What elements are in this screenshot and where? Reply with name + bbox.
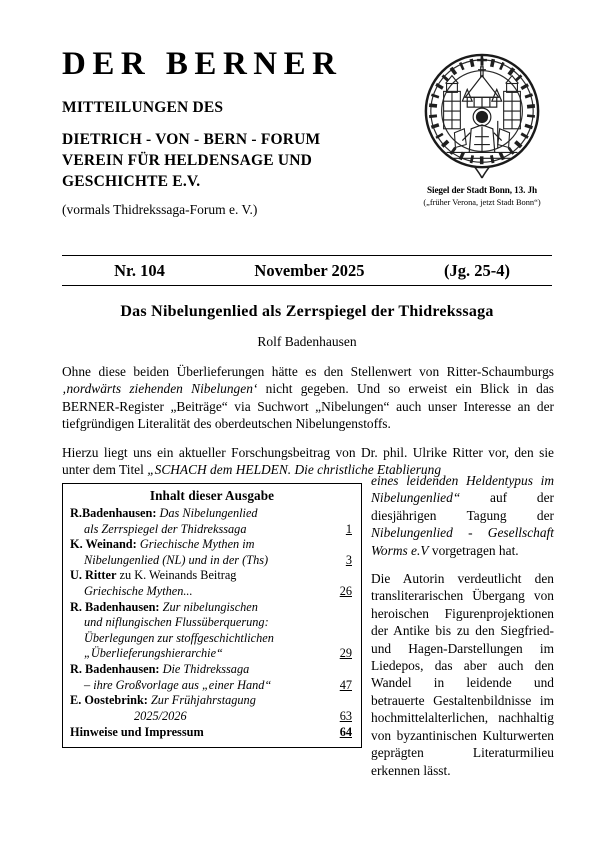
lead-p2-part-a: Hierzu liegt uns ein aktueller Forschungsbeitrag von Dr. phil. Ulrike Ritter vor, den sie unter dem Titel [62,444,554,478]
toc-page-number[interactable]: 29 [339,646,352,661]
toc-entry-line: „Überlieferungshierarchie“ [84,646,223,661]
lead-p1-part-b: nicht gegeben. Und so erweist ein Blick in das BERNER-Register „Beiträge“ via Suchwort „Nibelungen“ auch unser Interesse an der tiefgründigen Literalität des oberdeutschen Nibelungenstoffs. [62,381,554,432]
toc-entry-line: 2025/2026 [134,708,187,723]
toc-author: U. Ritter [70,568,117,583]
toc-title: Zur Frühjahrstagung [147,693,256,708]
seal-caption-sub: („früher Verona, jetzt Stadt Bonn“) [423,198,541,207]
city-seal-icon [419,50,545,180]
toc-page-number[interactable]: 63 [339,708,352,723]
right-p1-italic-2: Nibelungenlied - Gesellschaft Worms e.V [371,525,554,558]
toc-entry[interactable] [70,568,354,599]
toc-author: K. Weinand: [70,537,137,552]
lead-paragraph-1 [62,363,554,433]
toc-entry[interactable] [70,662,354,693]
toc-author: E. Oostebrink: [70,693,148,708]
toc-entry[interactable] [70,693,354,724]
article-author: Rolf Badenhausen [257,334,357,349]
right-p1-part-b: vorgetragen hat. [428,542,519,558]
issue-rule-top [62,255,552,256]
masthead-line-3: VEREIN FÜR HELDENSAGE UND [62,152,313,169]
toc-entry-line: als Zerrspiegel der Thidrekssaga [84,521,247,536]
lead-p1-italic: ‚nordwärts ziehenden Nibelungen‘ [62,381,258,397]
toc-author: R.Badenhausen: [70,506,157,520]
masthead-line-4: GESCHICHTE E.V. [62,173,201,190]
toc-entry-line: – ihre Großvorlage aus „einer Hand“ [84,677,272,692]
toc-page-number[interactable]: 64 [339,725,352,740]
toc-entry-impressum[interactable] [70,725,354,741]
toc-author: R. Badenhausen: [70,599,160,614]
right-paragraph-1 [371,472,554,559]
lead-text [62,363,554,478]
toc-entry-line [70,537,324,553]
toc-title: zu K. Weinands Beitrag [116,568,237,583]
toc-title: Die Thidrekssaga [159,661,250,676]
toc-heading: Inhalt dieser Ausgabe [149,488,275,503]
right-p1-part-a: auf der diesjährigen Tagung der [371,490,554,523]
toc-entry[interactable] [70,600,354,662]
toc-page-number[interactable]: 47 [339,677,352,692]
toc-entry-line: Griechische Mythen... [84,583,193,598]
toc-entry-line: Überlegungen zur stoffgeschichtlichen [84,630,274,645]
toc-entry-line [70,693,324,709]
toc-entry-line [70,568,324,584]
masthead-former-name: (vormals Thidrekssaga-Forum e. V.) [62,202,258,217]
table-of-contents [62,483,362,748]
issue-month: November 2025 [254,261,365,280]
toc-entry[interactable] [70,537,354,568]
seal-block [398,50,566,208]
toc-entry[interactable] [70,506,354,537]
toc-page-number[interactable]: 3 [345,552,352,567]
toc-entry-line: Hinweise und Impressum [70,725,204,740]
toc-title: Griechische Mythen im [136,537,255,552]
right-p1-italic-1: eines leidenden Heldentypus im Nibelungenlied“ [371,473,554,506]
seal-caption-main: Siegel der Stadt Bonn, 13. Jh [426,185,537,195]
toc-entry-line [70,600,324,616]
toc-title: Zur nibelungischen [159,599,258,614]
page-title: Das Nibelungenlied als Zerrspiegel der Thidrekssaga [120,303,494,320]
right-paragraph-2: Die Autorin verdeutlicht den transliterarischen Übergang von heroischen Figurenprojektionen der Antike bis zu den Siegfried- und Hagen-Darstellungen im Liedepos, das aber auch den Wandel in leidende und betrauerte Gestaltenbildnisse im hochmittelalterlichen, nachhaltig von byzantinischen Kulturwerten geprägten Literaturmilieu erkennen lässt. [371,571,554,778]
masthead-line-1: MITTEILUNGEN DES [62,99,224,116]
toc-page-number[interactable]: 1 [345,521,352,536]
toc-entry-line: und niflungischen Flussüberquerung: [84,615,269,630]
toc-entry-line [70,506,324,522]
issue-rule-bottom [62,285,552,286]
toc-entry-line [70,662,324,678]
issue-volume: (Jg. 25-4) [444,261,510,280]
lead-p2-italic: „SCHACH dem HELDEN. Die christliche Etablierung [147,462,442,478]
toc-page-number[interactable]: 26 [339,583,352,598]
issue-bar [62,258,552,284]
masthead-line-2: DIETRICH - VON - BERN - FORUM [62,131,321,148]
toc-entry-line: Nibelungenlied (NL) und in der (Ths) [84,552,269,567]
lead-p1-part-a: Ohne diese beiden Überlieferungen hätte es den Stellenwert von Ritter-Schaumburgs [62,364,554,379]
journal-title: DER BERNER [62,46,343,82]
right-column-text [371,472,554,779]
toc-author: R. Badenhausen: [70,661,160,676]
issue-number: Nr. 104 [114,261,165,280]
masthead [62,44,392,219]
toc-title: Das Nibelungenlied [156,506,258,520]
